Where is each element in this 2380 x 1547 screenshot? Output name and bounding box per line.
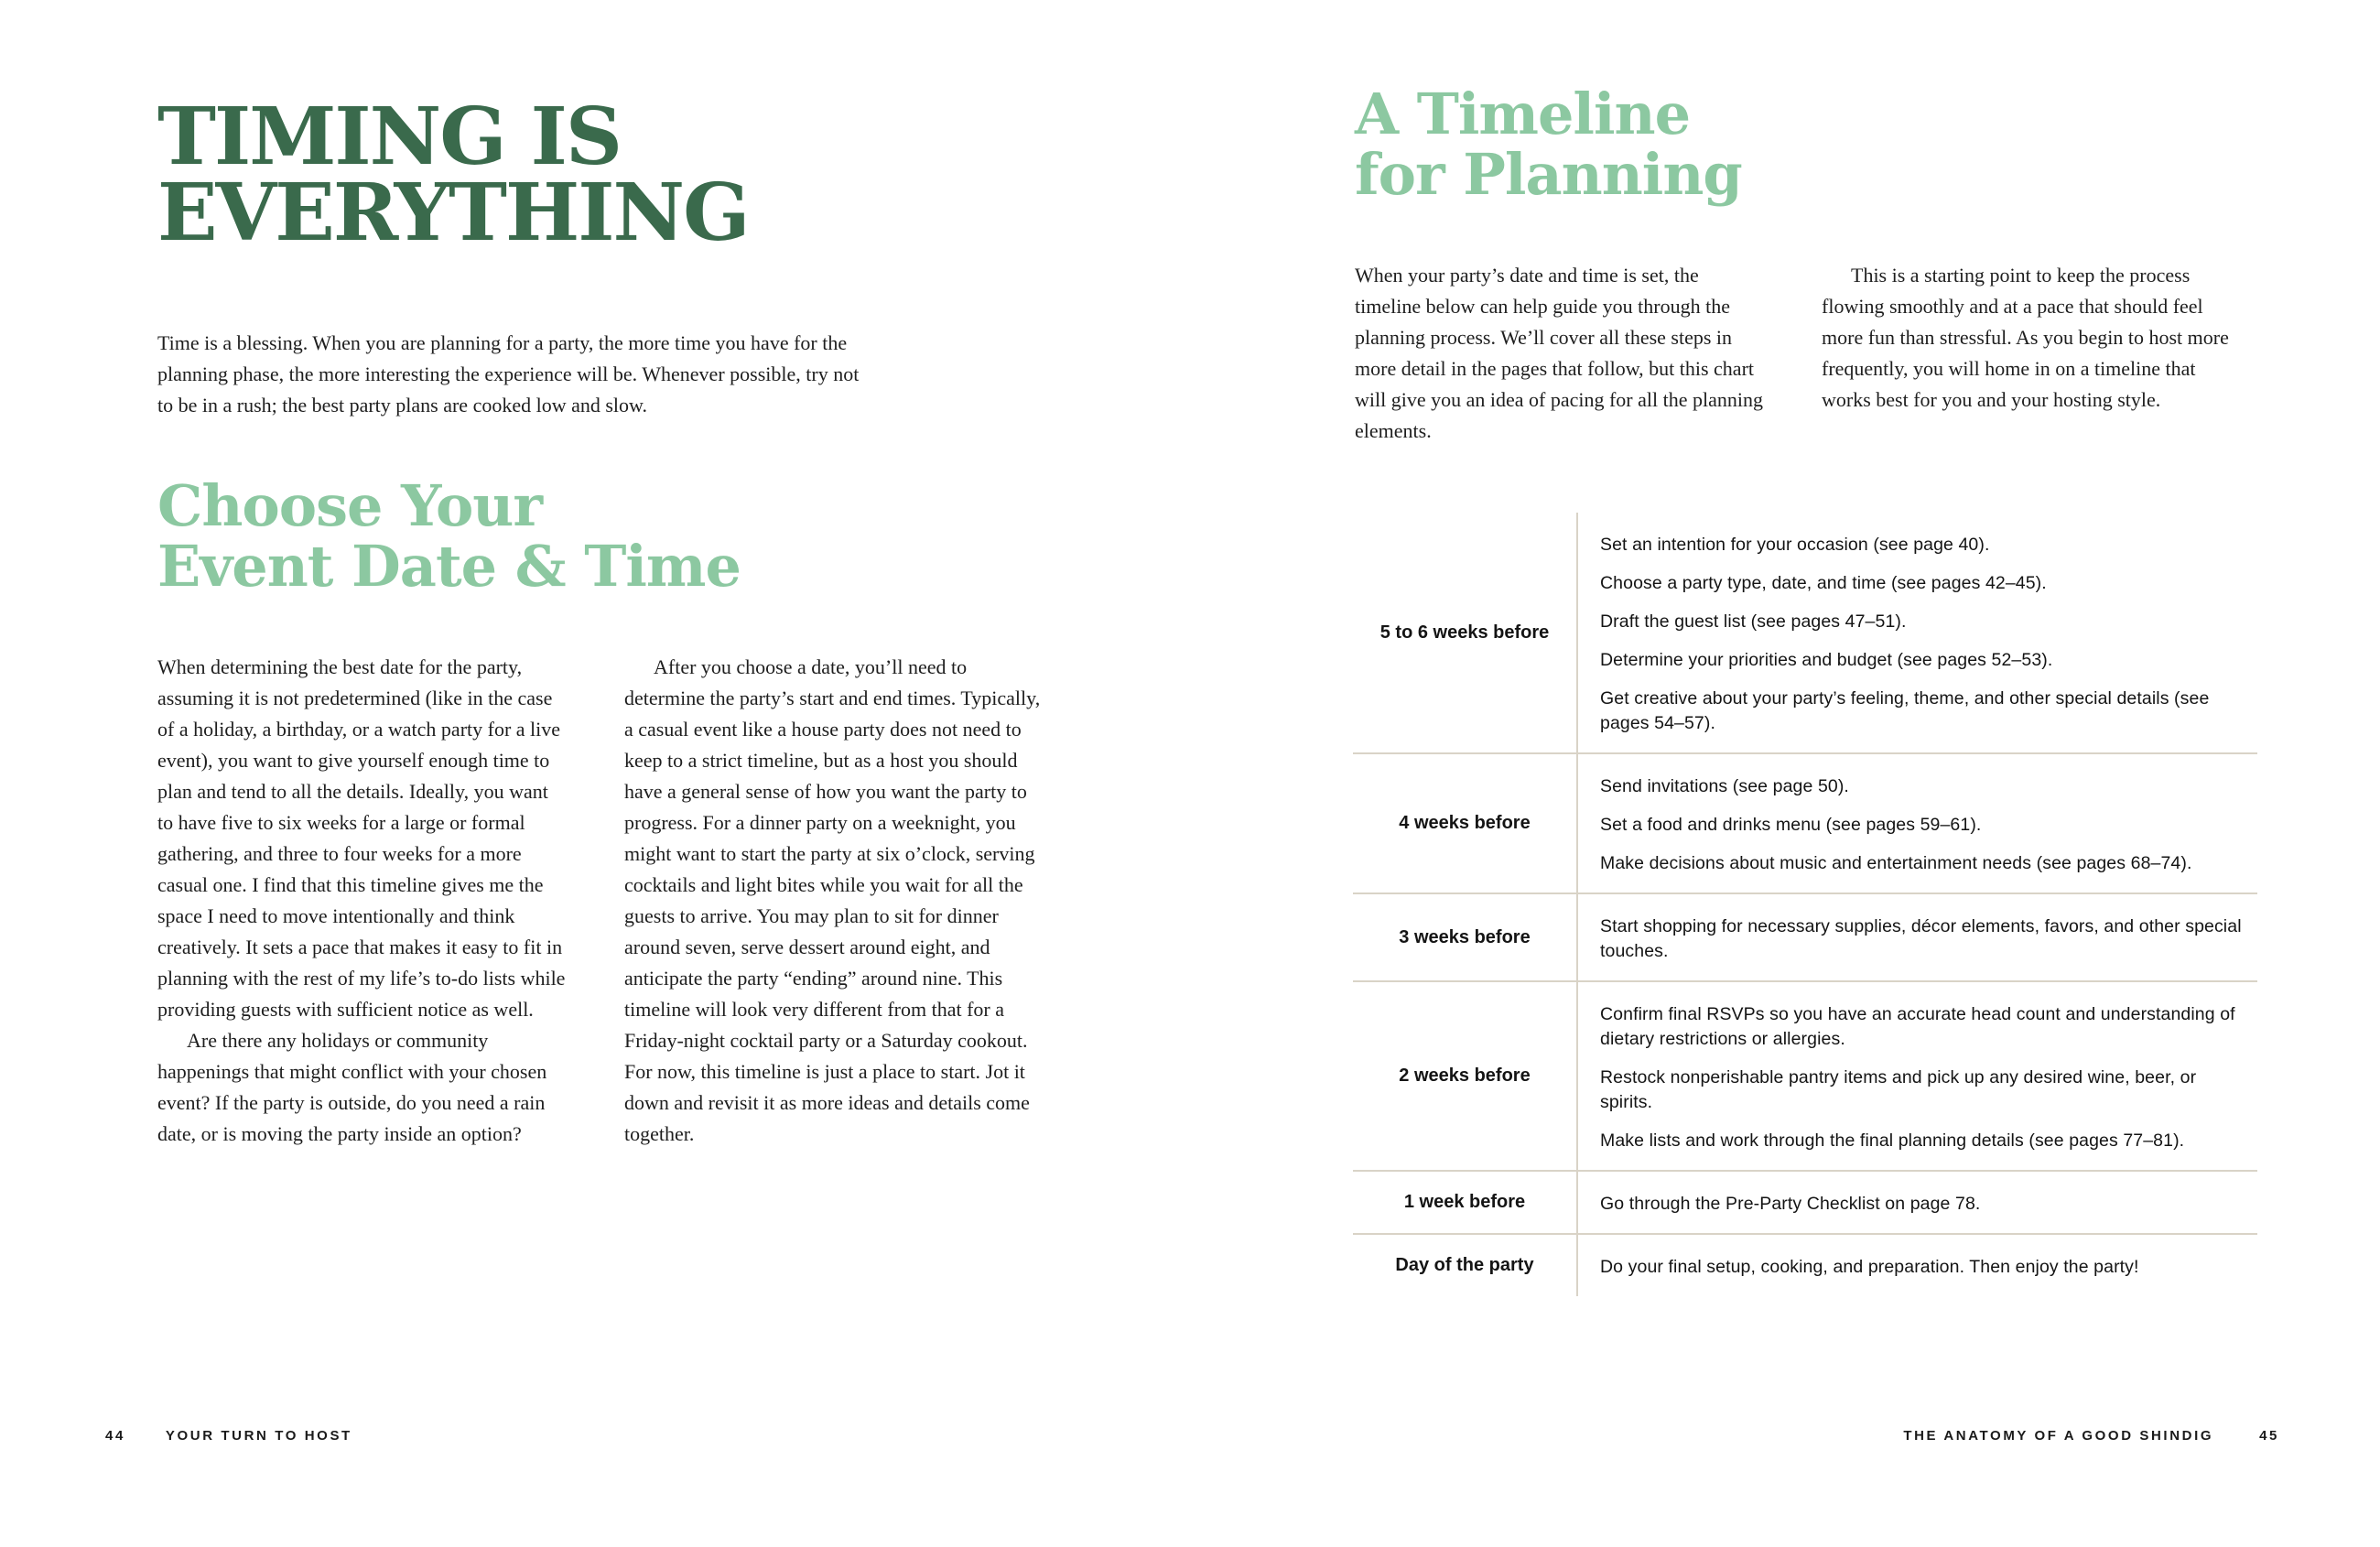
right-page-column-1: [1355, 260, 1769, 447]
left-intro-paragraph: Time is a blessing. When you are planning for a party, the more time you have for the planning phase, the more interesting the experience will be. Whenever possible, try not to be in a rush; the best party plans are cooked low and slow.: [157, 331, 860, 416]
timeline-row-label: 5 to 6 weeks before: [1379, 622, 1550, 643]
timeline-row-tasks: [1576, 754, 2257, 892]
left-page-title: [157, 91, 749, 260]
timeline-row-tasks: [1576, 1172, 2257, 1233]
left-page-title-line1: TIMING IS: [157, 91, 621, 183]
running-title: THE ANATOMY OF A GOOD SHINDIG: [1903, 1428, 2214, 1444]
running-title: YOUR TURN TO HOST: [165, 1428, 352, 1444]
body-paragraph: When determining the best date for the party, assuming it is not predetermined (like in the case of a holiday, a birthday, or a watch party for a live event), you want to give yourself enough time to plan and tend to all the details. Ideally, you want to have five to six weeks for a large or formal gathering, and three to four weeks for a more casual one. I find that this timeline gives me the space I need to move intentionally and think creatively. It sets a pace that makes it easy to fit in planning with the rest of my life’s to-do lists while providing guests with sufficient notice as well.: [157, 655, 566, 1021]
timeline-task: Choose a party type, date, and time (see pages 42–45).: [1600, 573, 2047, 593]
timeline-task: Restock nonperishable pantry items and pick up any desired wine, beer, or spirits.: [1600, 1067, 2197, 1112]
right-page-title-line1: A Timeline: [1355, 81, 1691, 147]
timeline-row-label: 1 week before: [1403, 1192, 1526, 1212]
timeline-row-tasks: [1576, 894, 2257, 980]
timeline-task: Set an intention for your occasion (see page 40).: [1600, 535, 1990, 555]
body-paragraph: Are there any holidays or community happenings that might conflict with your chosen event? If the party is outside, do you need a rain date, or is moving the party inside an option?: [157, 1029, 547, 1145]
timeline-row-tasks: [1576, 513, 2257, 752]
left-page-column-2: [624, 652, 1044, 1150]
section-heading-choose-date: [157, 472, 741, 600]
timeline-row: [1353, 894, 2257, 982]
timeline-row-label: Day of the party: [1395, 1255, 1534, 1275]
timeline-task: Send invitations (see page 50).: [1600, 776, 1849, 796]
body-paragraph: After you choose a date, you’ll need to determine the party’s start and end times. Typically, a casual event like a house party does not need to keep to a strict timeline, but as a host you should have a general sense of how you want the party to progress. For a dinner party on a weeknight, you might want to start the party at six o’clock, serving cocktails and light bites while you wait for all the guests to arrive. You may plan to sit for dinner around seven, serve dessert around eight, and anticipate the party “ending” around nine. This timeline will look very different from that for a Friday-night cocktail party or a Saturday cookout. For now, this timeline is just a place to start. Jot it down and revisit it as more ideas and details come together.: [624, 655, 1041, 1145]
left-page-title-line2: EVERYTHING: [157, 167, 749, 260]
timeline-row: [1353, 1235, 2257, 1296]
planning-timeline-table: [1353, 513, 2257, 1296]
timeline-task: Get creative about your party’s feeling, theme, and other special details (see pages 54–57).: [1600, 688, 2210, 733]
timeline-row: [1353, 982, 2257, 1172]
page-number: 45: [2259, 1428, 2279, 1444]
timeline-row-label: 3 weeks before: [1399, 926, 1531, 947]
timeline-row: [1353, 513, 2257, 754]
timeline-task: Determine your priorities and budget (see pages 52–53).: [1600, 650, 2053, 670]
timeline-task: Draft the guest list (see pages 47–51).: [1600, 611, 1907, 632]
right-page-title-line2: for Planning: [1355, 141, 1742, 209]
body-paragraph: This is a starting point to keep the process flowing smoothly and at a pace that should feel more fun than stressful. As you begin to host more frequently, you will home in on a timeline that works best for you and your hosting style.: [1822, 264, 2229, 411]
timeline-row-tasks: [1576, 1235, 2257, 1296]
timeline-row-label: 4 weeks before: [1399, 813, 1531, 833]
timeline-task: Make lists and work through the final planning details (see pages 77–81).: [1600, 1130, 2185, 1151]
right-page-column-2: [1822, 260, 2235, 416]
timeline-task: Do your final setup, cooking, and preparation. Then enjoy the party!: [1600, 1257, 2139, 1277]
timeline-task: Set a food and drinks menu (see pages 59–61).: [1600, 815, 1982, 835]
section-heading-line1: Choose Your: [157, 472, 543, 539]
timeline-row-tasks: [1576, 982, 2257, 1170]
body-paragraph: When your party’s date and time is set, the timeline below can help guide you through the planning process. We’ll cover all these steps in more detail in the pages that follow, but this chart will give you an idea of pacing for all the planning elements.: [1355, 264, 1763, 442]
timeline-row: [1353, 754, 2257, 894]
right-page-footer: [1903, 1428, 2279, 1444]
timeline-task: Make decisions about music and entertainment needs (see pages 68–74).: [1600, 853, 2192, 873]
left-page-footer: [105, 1428, 352, 1444]
timeline-task: Confirm final RSVPs so you have an accurate head count and understanding of dietary restrictions or allergies.: [1600, 1004, 2235, 1049]
left-page-column-1: [157, 652, 568, 1150]
section-heading-line2: Event Date & Time: [157, 533, 741, 600]
right-page-title: [1355, 81, 1742, 209]
page-number: 44: [105, 1428, 125, 1444]
timeline-row: [1353, 1172, 2257, 1235]
timeline-task: Start shopping for necessary supplies, décor elements, favors, and other special touches.: [1600, 916, 2242, 961]
timeline-task: Go through the Pre-Party Checklist on page 78.: [1600, 1194, 1981, 1214]
timeline-row-label: 2 weeks before: [1399, 1066, 1531, 1086]
